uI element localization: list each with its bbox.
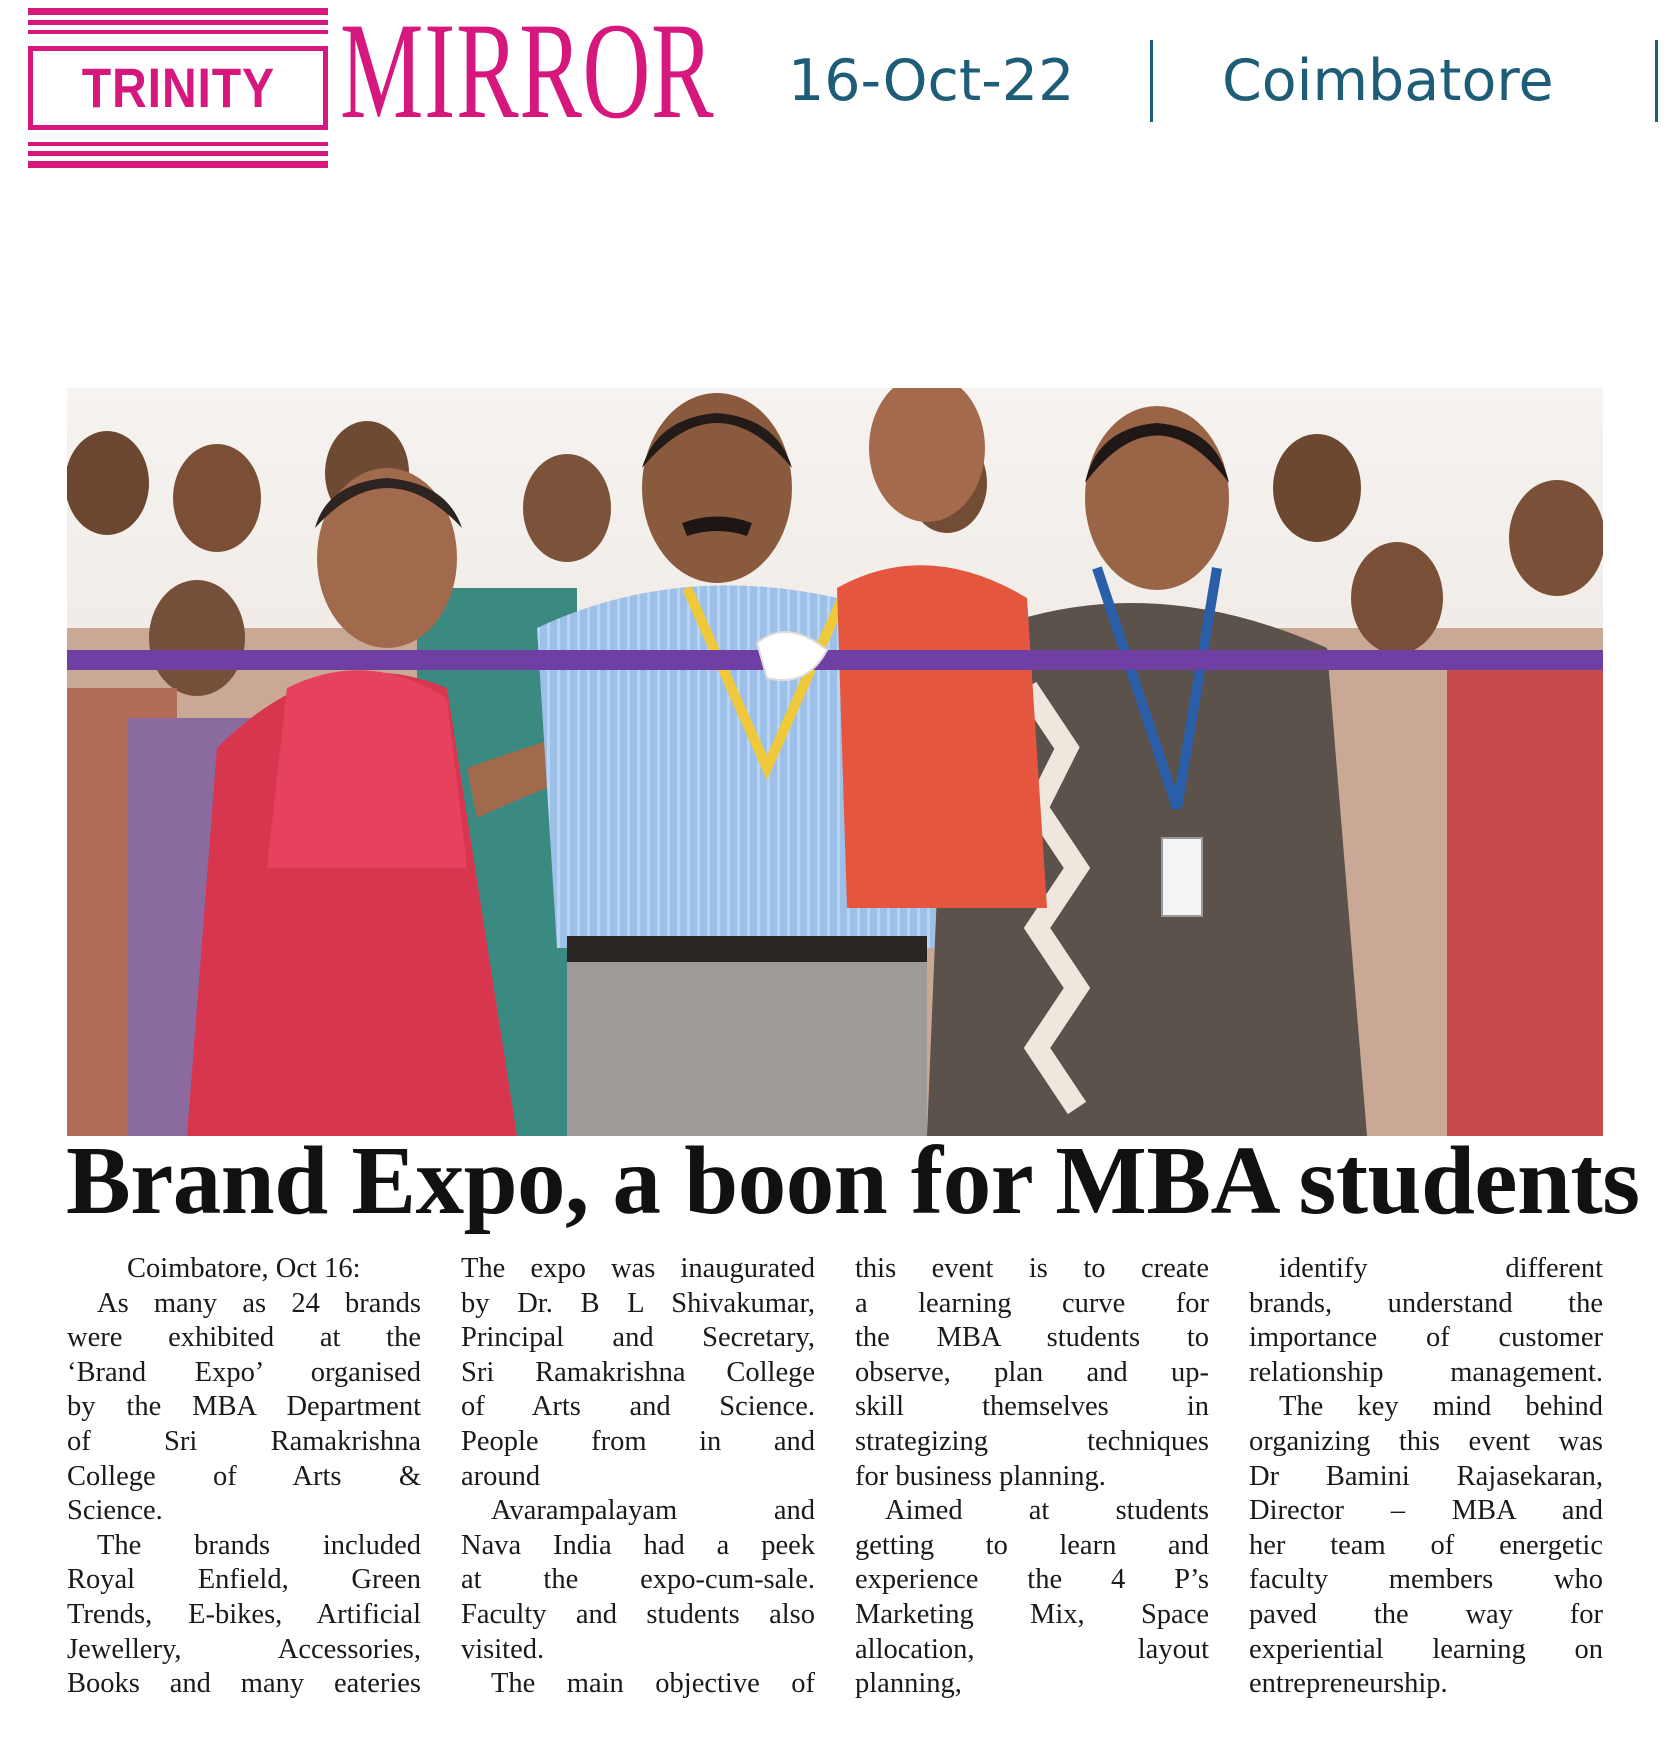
article-line: identify different xyxy=(1279,1253,1603,1284)
article-line: Director – MBA and xyxy=(1249,1495,1603,1527)
article-line: experience the 4 P’s xyxy=(855,1564,1209,1596)
article-line: of Arts and Science. xyxy=(461,1391,815,1423)
dateline-separator xyxy=(1150,40,1153,122)
article-line: The expo was inaugurated xyxy=(461,1253,815,1284)
article-line: were exhibited at the xyxy=(67,1322,421,1354)
article-line: at the expo-cum-sale. xyxy=(461,1564,815,1596)
inauguration-ribbon xyxy=(67,650,1603,670)
article-line: Nava India had a peek xyxy=(461,1529,815,1561)
newspaper-logo xyxy=(28,0,715,176)
photo-illustration xyxy=(67,388,1603,1136)
article-line: strategizing techniques xyxy=(855,1425,1209,1457)
article-line: relationship management. xyxy=(1249,1356,1603,1388)
article-line: a learning curve for xyxy=(855,1287,1209,1319)
article-line: organizing this event was xyxy=(1249,1425,1603,1457)
article-line: for business planning. xyxy=(855,1460,1106,1492)
article-line: Books and many eateries xyxy=(67,1668,421,1700)
article-line: planning, xyxy=(855,1668,962,1700)
article-column-3 xyxy=(855,1252,1209,1702)
article-line: entrepreneurship. xyxy=(1249,1668,1448,1700)
article-line: visited. xyxy=(461,1633,545,1665)
edition-city: Coimbatore xyxy=(1222,48,1554,114)
article-line: Sri Ramakrishna College xyxy=(461,1356,815,1388)
logo-trinity-block xyxy=(28,6,328,176)
masthead xyxy=(0,0,1672,190)
article-line: observe, plan and up- xyxy=(855,1356,1209,1388)
article-line: importance of customer xyxy=(1249,1322,1603,1354)
article-line: skill themselves in xyxy=(855,1391,1209,1423)
article-column-4 xyxy=(1249,1252,1603,1702)
edition-date: 16-Oct-22 xyxy=(788,48,1075,114)
article-line: Trends, E-bikes, Artificial xyxy=(67,1598,421,1630)
article-line: Faculty and students also xyxy=(461,1598,815,1630)
article-line: Coimbatore, Oct 16: xyxy=(127,1253,361,1284)
article-line: College of Arts & xyxy=(67,1460,421,1492)
article-line: the MBA students to xyxy=(855,1322,1209,1354)
article-line: Dr Bamini Rajasekaran, xyxy=(1249,1460,1603,1492)
article-line: The main objective of xyxy=(491,1668,815,1700)
article-line: brands, understand the xyxy=(1249,1287,1603,1319)
logo-trinity-text: TRINITY xyxy=(81,56,275,119)
article-line: her team of energetic xyxy=(1249,1529,1603,1561)
article-line: Marketing Mix, Space xyxy=(855,1598,1209,1630)
article-line: allocation, layout xyxy=(855,1633,1209,1665)
article-line: Jewellery, Accessories, xyxy=(67,1633,421,1665)
article-column-1 xyxy=(67,1252,421,1702)
article-line: Aimed at students xyxy=(885,1495,1209,1527)
article-line: Principal and Secretary, xyxy=(461,1322,815,1354)
article-line: Science. xyxy=(67,1495,163,1527)
article-line: getting to learn and xyxy=(855,1529,1209,1561)
article-line: faculty members who xyxy=(1249,1564,1603,1596)
article-line: The brands included xyxy=(97,1529,421,1561)
logo-mirror-text: MIRROR xyxy=(340,0,715,147)
article-line: People from in and xyxy=(461,1425,815,1457)
article-line: this event is to create xyxy=(855,1253,1209,1284)
article-line: paved the way for xyxy=(1249,1598,1603,1630)
article-headline: Brand Expo, a boon for MBA students xyxy=(66,1127,1640,1234)
article-line: ‘Brand Expo’ organised xyxy=(67,1356,421,1388)
article-line: around xyxy=(461,1460,541,1492)
article-line: by Dr. B L Shivakumar, xyxy=(461,1287,815,1319)
article-line: The key mind behind xyxy=(1279,1391,1603,1423)
article-line: by the MBA Department xyxy=(67,1391,421,1423)
article-line: experiential learning on xyxy=(1249,1633,1603,1665)
news-photo xyxy=(67,388,1603,1136)
article-column-2 xyxy=(461,1252,815,1702)
article-line: As many as 24 brands xyxy=(97,1287,421,1319)
article-line: of Sri Ramakrishna xyxy=(67,1425,421,1457)
article-line: Royal Enfield, Green xyxy=(67,1564,421,1596)
article-line: Avarampalayam and xyxy=(491,1495,815,1527)
logo-trinity-box xyxy=(28,46,328,130)
dateline-separator-end xyxy=(1655,40,1658,122)
